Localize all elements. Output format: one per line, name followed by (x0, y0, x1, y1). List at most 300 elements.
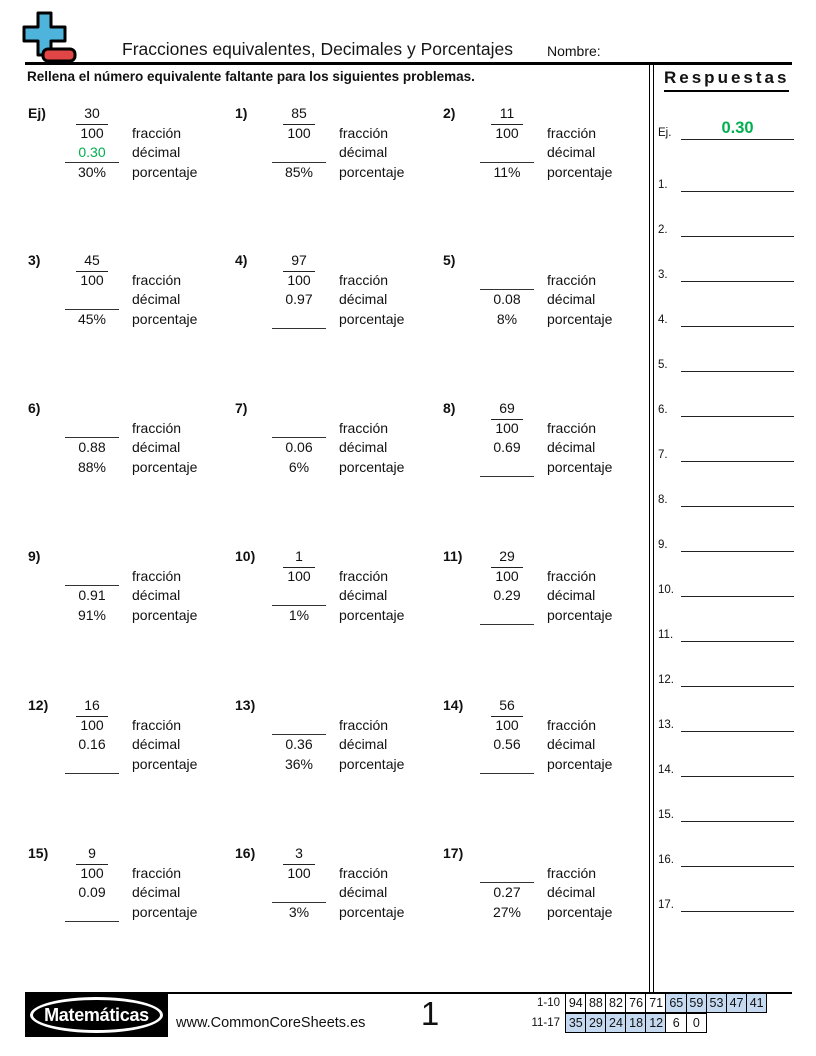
denominator-row (477, 419, 537, 439)
problem-values (62, 696, 122, 774)
spacer-row (339, 251, 404, 271)
denominator-row[interactable] (269, 419, 329, 439)
percent-label: porcentaje (547, 903, 613, 920)
problem-9 (28, 547, 233, 625)
problem-values (269, 399, 329, 477)
problem-number: 8) (443, 400, 456, 416)
spacer-row (339, 844, 404, 864)
spacer-row (547, 104, 612, 124)
numerator-row (477, 399, 537, 419)
denominator-value: 100 (495, 567, 519, 584)
answer-line[interactable] (681, 664, 794, 687)
score-cell: 0 (686, 1013, 708, 1033)
answer-line[interactable] (681, 844, 794, 867)
decimal-row (477, 438, 537, 458)
problem-values (62, 251, 122, 329)
answer-line[interactable] (681, 439, 794, 462)
decimal-row (62, 883, 122, 903)
percent-value: 91% (77, 606, 107, 623)
numerator-row (477, 547, 537, 567)
decimal-row[interactable] (269, 586, 329, 606)
fraction-label: fracción (132, 864, 182, 881)
denominator-value: 100 (80, 271, 104, 288)
decimal-row (477, 735, 537, 755)
score-cell: 18 (625, 1013, 647, 1033)
problem-labels (547, 547, 612, 625)
numerator-row (62, 696, 122, 716)
percent-row[interactable] (477, 606, 537, 626)
percent-row (477, 310, 537, 330)
brand-name: Matemáticas (44, 1004, 149, 1025)
answer-line[interactable] (681, 889, 794, 912)
problem-3 (28, 251, 233, 329)
score-cell: 6 (665, 1013, 687, 1033)
percent-label: porcentaje (339, 458, 405, 475)
fraction-label: fracción (547, 124, 597, 141)
percent-row[interactable] (62, 755, 122, 775)
denominator-value: 100 (287, 271, 311, 288)
problem-values (477, 844, 537, 922)
answer-slot-9 (658, 530, 798, 552)
answer-line[interactable] (681, 529, 794, 552)
problem-number: 15) (28, 845, 49, 861)
percent-row[interactable] (269, 310, 329, 330)
score-cell: 41 (746, 993, 768, 1013)
answer-slot-7 (658, 440, 798, 462)
problem-labels (339, 844, 404, 922)
fraction-label: fracción (339, 864, 389, 881)
problem-10 (235, 547, 440, 625)
percent-label: porcentaje (547, 458, 613, 475)
numerator-row (477, 104, 537, 124)
numerator-value: 16 (84, 697, 100, 713)
decimal-label: décimal (132, 439, 181, 455)
answer-line[interactable] (681, 754, 794, 777)
numerator-value: 3 (295, 845, 303, 861)
decimal-row (477, 883, 537, 903)
denominator-row (269, 864, 329, 884)
decimal-value: 0.30 (78, 144, 106, 160)
decimal-value: 0.09 (78, 884, 106, 900)
answer-line[interactable] (681, 619, 794, 642)
problem-labels (132, 399, 197, 477)
problem-values (269, 547, 329, 625)
answer-slot-13 (658, 710, 798, 732)
numerator-value: 69 (499, 400, 515, 416)
problem-labels (339, 696, 404, 774)
percent-row[interactable] (477, 458, 537, 478)
problem-6 (28, 399, 233, 477)
answer-number: 12. (658, 674, 674, 686)
decimal-value: 0.69 (493, 439, 521, 455)
percent-value: 36% (284, 755, 314, 772)
answer-number: 1. (658, 179, 668, 191)
answer-slot-1 (658, 170, 798, 192)
percent-value: 3% (288, 903, 310, 920)
problem-values (269, 696, 329, 774)
answer-slot-5 (658, 350, 798, 372)
answer-number: 16. (658, 854, 674, 866)
fraction-label: fracción (132, 567, 182, 584)
problem-number: 17) (443, 845, 464, 861)
problem-8 (443, 399, 648, 477)
denominator-value: 100 (80, 716, 104, 733)
score-cell: 88 (585, 993, 607, 1013)
answer-slot-3 (658, 260, 798, 282)
spacer-row (339, 104, 404, 124)
problem-labels (339, 399, 404, 477)
percent-value: 45% (77, 310, 107, 327)
decimal-row (477, 586, 537, 606)
spacer-row (547, 399, 612, 419)
decimal-row (62, 438, 122, 458)
problem-15 (28, 844, 233, 922)
numerator-row (62, 547, 122, 567)
spacer-row (547, 251, 612, 271)
denominator-row[interactable] (269, 716, 329, 736)
decimal-label: décimal (547, 439, 596, 455)
answer-slot-10 (658, 575, 798, 597)
answer-slot-4 (658, 305, 798, 327)
decimal-label: décimal (339, 291, 388, 307)
answer-number: 7. (658, 449, 668, 461)
name-label: Nombre: (547, 43, 601, 59)
spacer-row (339, 399, 404, 419)
decimal-row (62, 735, 122, 755)
problem-number: 3) (28, 252, 41, 268)
percent-row[interactable] (62, 903, 122, 923)
answer-line[interactable] (681, 169, 794, 192)
instructions-text: Rellena el número equivalente faltante para los siguientes problemas. (27, 69, 475, 84)
answer-line[interactable] (681, 259, 794, 282)
decimal-value: 0.16 (78, 736, 106, 752)
answer-number: 4. (658, 314, 668, 326)
numerator-value: 56 (499, 697, 515, 713)
spacer-row (132, 399, 197, 419)
score-cell: 47 (726, 993, 748, 1013)
percent-label: porcentaje (132, 310, 198, 327)
problem-number: 13) (235, 697, 256, 713)
denominator-value: 100 (495, 124, 519, 141)
problem-16 (235, 844, 440, 922)
numerator-value: 97 (291, 252, 307, 268)
percent-label: porcentaje (339, 310, 405, 327)
problem-number: 12) (28, 697, 49, 713)
percent-label: porcentaje (339, 755, 405, 772)
spacer-row (132, 844, 197, 864)
decimal-row[interactable] (269, 143, 329, 163)
score-cell: 76 (625, 993, 647, 1013)
decimal-row (269, 290, 329, 310)
numerator-value: 30 (84, 105, 100, 121)
problem-values (269, 844, 329, 922)
percent-row (269, 163, 329, 183)
denominator-row (62, 864, 122, 884)
problem-labels (547, 104, 612, 182)
answer-number: 6. (658, 404, 668, 416)
answer-line[interactable] (681, 709, 794, 732)
percent-value: 1% (288, 606, 310, 623)
answer-line[interactable] (681, 304, 794, 327)
problem-labels (132, 547, 197, 625)
answer-line[interactable] (681, 799, 794, 822)
problem-values (62, 104, 122, 182)
percent-label: porcentaje (132, 755, 198, 772)
problem-1 (235, 104, 440, 182)
decimal-label: décimal (132, 736, 181, 752)
problem-2 (443, 104, 648, 182)
denominator-value: 100 (495, 716, 519, 733)
decimal-row[interactable] (62, 290, 122, 310)
plus-minus-math-icon (16, 11, 80, 65)
problem-values (62, 399, 122, 477)
percent-row (269, 903, 329, 923)
problem-labels (132, 104, 197, 182)
numerator-row (62, 104, 122, 124)
fraction-label: fracción (339, 124, 389, 141)
decimal-label: décimal (132, 144, 181, 160)
percent-label: porcentaje (132, 606, 198, 623)
brand-oval (30, 997, 163, 1033)
percent-row[interactable] (477, 755, 537, 775)
answer-line[interactable] (681, 349, 794, 372)
problem-number: 5) (443, 252, 456, 268)
sidebar-divider (649, 64, 654, 993)
problem-values (62, 844, 122, 922)
answer-line[interactable] (681, 117, 794, 140)
score-cell: 29 (585, 1013, 607, 1033)
numerator-row (477, 251, 537, 271)
decimal-label: décimal (547, 291, 596, 307)
decimal-value: 0.29 (493, 587, 521, 603)
score-row-11-17 (510, 1013, 767, 1034)
denominator-value: 100 (287, 864, 311, 881)
problem-values (477, 696, 537, 774)
answer-slot-17 (658, 890, 798, 912)
problem-number: 16) (235, 845, 256, 861)
score-cell: 65 (665, 993, 687, 1013)
percent-row (269, 606, 329, 626)
percent-row (477, 903, 537, 923)
decimal-value: 0.36 (285, 736, 313, 752)
website-url: www.CommonCoreSheets.es (176, 1015, 366, 1031)
problem-Ej (28, 104, 233, 182)
answer-line[interactable] (681, 394, 794, 417)
numerator-value: 1 (295, 548, 303, 564)
problem-labels (547, 844, 612, 922)
problem-number: 14) (443, 697, 464, 713)
denominator-row[interactable] (477, 864, 537, 884)
score-cell: 35 (565, 1013, 587, 1033)
decimal-value: 0.88 (78, 439, 106, 455)
problem-labels (547, 696, 612, 774)
answer-line[interactable] (681, 484, 794, 507)
problem-values (269, 104, 329, 182)
answer-slot-Ej (658, 118, 798, 140)
answer-number: Ej. (658, 127, 672, 139)
decimal-label: décimal (547, 736, 596, 752)
numerator-row (269, 251, 329, 271)
answer-number: 15. (658, 809, 674, 821)
answer-line[interactable] (681, 574, 794, 597)
answer-value: 0.30 (721, 119, 754, 137)
decimal-value: 0.08 (493, 291, 521, 307)
denominator-value: 100 (80, 124, 104, 141)
score-table (510, 993, 767, 1034)
decimal-row (62, 586, 122, 606)
decimal-label: décimal (547, 884, 596, 900)
denominator-value: 100 (287, 567, 311, 584)
spacer-row (132, 251, 197, 271)
problem-values (477, 547, 537, 625)
numerator-row (477, 696, 537, 716)
numerator-row (269, 104, 329, 124)
minus-icon (43, 49, 75, 61)
problem-labels (132, 696, 197, 774)
numerator-row (62, 844, 122, 864)
problem-labels (132, 251, 197, 329)
percent-value: 88% (77, 458, 107, 475)
answer-number: 9. (658, 539, 668, 551)
score-cell: 71 (645, 993, 667, 1013)
percent-value: 8% (496, 310, 518, 327)
denominator-row[interactable] (477, 271, 537, 291)
problem-values (477, 399, 537, 477)
problem-labels (132, 844, 197, 922)
answer-number: 5. (658, 359, 668, 371)
problem-values (477, 251, 537, 329)
problem-number: 10) (235, 548, 256, 564)
denominator-value: 100 (287, 124, 311, 141)
answer-slot-14 (658, 755, 798, 777)
percent-row (269, 458, 329, 478)
spacer-row (132, 547, 197, 567)
answer-number: 17. (658, 899, 674, 911)
fraction-label: fracción (547, 864, 597, 881)
fraction-label: fracción (547, 271, 597, 288)
problem-values (269, 251, 329, 329)
decimal-value: 0.91 (78, 587, 106, 603)
answer-slot-15 (658, 800, 798, 822)
denominator-value: 100 (80, 864, 104, 881)
fraction-label: fracción (132, 124, 182, 141)
numerator-row (62, 399, 122, 419)
fraction-label: fracción (339, 716, 389, 733)
denominator-row (477, 716, 537, 736)
spacer-row (132, 696, 197, 716)
denominator-row[interactable] (62, 567, 122, 587)
decimal-label: décimal (132, 587, 181, 603)
problem-11 (443, 547, 648, 625)
fraction-label: fracción (547, 716, 597, 733)
percent-value: 85% (284, 163, 314, 180)
score-row-1-10 (510, 993, 767, 1014)
score-row-label: 1-10 (536, 997, 560, 1009)
decimal-label: décimal (339, 144, 388, 160)
problem-labels (339, 104, 404, 182)
decimal-label: décimal (132, 884, 181, 900)
percent-row (62, 458, 122, 478)
percent-row (477, 163, 537, 183)
numerator-row (477, 844, 537, 864)
decimal-value: 0.97 (285, 291, 313, 307)
decimal-row[interactable] (269, 883, 329, 903)
spacer-row (547, 696, 612, 716)
percent-label: porcentaje (132, 903, 198, 920)
denominator-row (477, 124, 537, 144)
decimal-row[interactable] (62, 143, 122, 163)
answer-line[interactable] (681, 214, 794, 237)
percent-label: porcentaje (547, 163, 613, 180)
numerator-row (269, 399, 329, 419)
problem-labels (547, 251, 612, 329)
problem-number: 6) (28, 400, 41, 416)
numerator-row (269, 696, 329, 716)
fraction-label: fracción (339, 567, 389, 584)
percent-label: porcentaje (132, 163, 198, 180)
percent-row (62, 310, 122, 330)
percent-row (269, 755, 329, 775)
problem-17 (443, 844, 648, 922)
answer-slot-12 (658, 665, 798, 687)
decimal-label: décimal (547, 144, 596, 160)
percent-value: 11% (493, 163, 521, 180)
problem-14 (443, 696, 648, 774)
percent-value: 6% (288, 458, 310, 475)
problem-13 (235, 696, 440, 774)
answer-slot-2 (658, 215, 798, 237)
problem-12 (28, 696, 233, 774)
numerator-row (62, 251, 122, 271)
answer-slot-6 (658, 395, 798, 417)
decimal-value: 0.06 (285, 439, 313, 455)
spacer-row (339, 696, 404, 716)
answer-number: 14. (658, 764, 674, 776)
denominator-row (62, 124, 122, 144)
percent-label: porcentaje (339, 903, 405, 920)
brand-badge (25, 993, 168, 1037)
problem-number: 11) (443, 548, 463, 564)
fraction-label: fracción (547, 567, 597, 584)
answer-number: 2. (658, 224, 668, 236)
spacer-row (339, 547, 404, 567)
decimal-row (477, 290, 537, 310)
denominator-row[interactable] (62, 419, 122, 439)
decimal-label: décimal (339, 587, 388, 603)
decimal-value: 0.56 (493, 736, 521, 752)
problem-5 (443, 251, 648, 329)
spacer-row (132, 104, 197, 124)
score-cell: 24 (605, 1013, 627, 1033)
decimal-label: décimal (339, 884, 388, 900)
percent-label: porcentaje (547, 310, 613, 327)
decimal-label: décimal (339, 736, 388, 752)
decimal-row[interactable] (477, 143, 537, 163)
score-cell: 82 (605, 993, 627, 1013)
score-cell: 59 (686, 993, 708, 1013)
problem-number: 4) (235, 252, 248, 268)
answers-title: Respuestas (664, 68, 789, 92)
page-number: 1 (420, 995, 440, 1032)
spacer-row (547, 547, 612, 567)
fraction-label: fracción (339, 419, 389, 436)
denominator-row (269, 271, 329, 291)
numerator-value: 11 (499, 105, 515, 121)
problem-number: 9) (28, 548, 41, 564)
score-cell: 12 (645, 1013, 667, 1033)
percent-value: 30% (77, 163, 107, 180)
numerator-row (269, 844, 329, 864)
